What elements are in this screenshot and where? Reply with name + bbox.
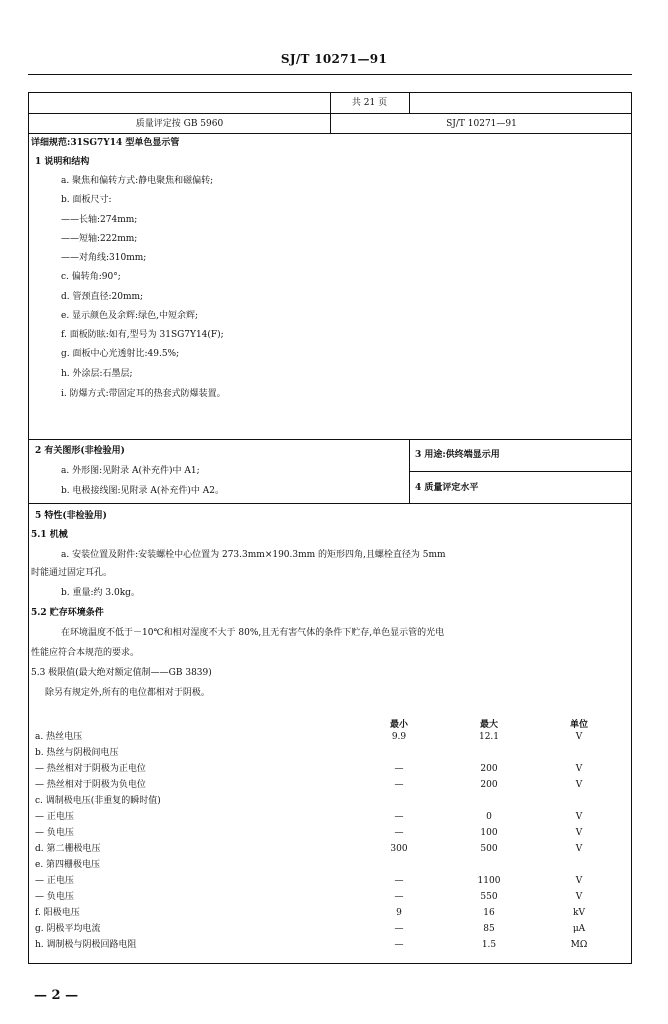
- table-cell-max: 12.1: [478, 732, 500, 742]
- list-item: h. 外涂层:石墨层;: [61, 369, 133, 379]
- standard-code: SJ/T 10271—91: [446, 119, 517, 129]
- table-row-label: — 热丝相对于阴极为负电位: [35, 780, 146, 790]
- list-item: a. 外形图:见附录 A(补充件)中 A1;: [61, 466, 200, 476]
- paragraph-line: 时能通过固定耳孔。: [31, 568, 113, 578]
- column-header-min: 最小: [389, 720, 408, 730]
- section-5-1-title: 5.1 机械: [31, 530, 68, 540]
- table-row-label: f. 阳极电压: [35, 908, 80, 918]
- table-cell-max: 200: [480, 780, 498, 790]
- table-cell-min: —: [394, 828, 404, 838]
- table-cell-unit: V: [575, 876, 583, 886]
- table-cell-max: 1.5: [481, 940, 497, 950]
- table-row-label: e. 第四栅极电压: [35, 860, 101, 870]
- column-header-max: 最大: [479, 720, 498, 730]
- paragraph-line: 在环境温度不低于－10℃和相对湿度不大于 80%,且无有害气体的条件下贮存,单色显示管的光电: [61, 628, 445, 638]
- table-row-label: h. 调制极与阴极回路电阻: [35, 940, 137, 950]
- table-cell-min: —: [394, 876, 404, 886]
- table-row-label: — 负电压: [35, 892, 74, 902]
- list-item: a. 聚焦和偏转方式:静电聚焦和磁偏转;: [61, 176, 214, 186]
- table-cell-unit: MΩ: [570, 940, 588, 950]
- header-rule: [28, 74, 632, 75]
- table-row-label: b. 热丝与阴极间电压: [35, 748, 119, 758]
- spec-table: [28, 92, 632, 964]
- page-total: 共 21 页: [351, 98, 388, 108]
- table-cell-unit: V: [575, 892, 583, 902]
- table-cell-min: —: [394, 892, 404, 902]
- table-row-label: — 正电压: [35, 876, 74, 886]
- section-5-title: 5 特性(非检验用): [35, 511, 107, 521]
- table-row-label: a. 热丝电压: [35, 732, 83, 742]
- table-cell-max: 0: [486, 812, 492, 822]
- table-cell-max: 500: [480, 844, 498, 854]
- table-cell-max: 550: [480, 892, 498, 902]
- table-cell-unit: V: [575, 844, 583, 854]
- table-cell-min: —: [394, 924, 404, 934]
- table-row-label: — 正电压: [35, 812, 74, 822]
- section-2-title: 2 有关图形(非检验用): [35, 446, 125, 456]
- table-cell-unit: μA: [572, 924, 586, 934]
- column-header-unit: 单位: [569, 720, 588, 730]
- list-item: ——短轴:222mm;: [61, 234, 138, 244]
- table-cell-max: 200: [480, 764, 498, 774]
- table-cell-min: 300: [390, 844, 408, 854]
- table-cell-unit: V: [575, 828, 583, 838]
- table-row-label: c. 调制极电压(非重复的瞬时值): [35, 796, 161, 806]
- table-cell-min: 9: [396, 908, 402, 918]
- list-item: e. 显示颜色及余辉:绿色,中短余辉;: [61, 311, 198, 321]
- section-1-title: 1 说明和结构: [35, 157, 90, 167]
- paragraph-line: a. 安装位置及附件:安装螺栓中心位置为 273.3mm×190.3mm 的矩形四角,且螺栓直径为 5mm: [61, 550, 446, 560]
- list-item: b. 面板尺寸:: [61, 195, 112, 205]
- list-item: ——对角线:310mm;: [61, 253, 147, 263]
- table-cell-min: —: [394, 812, 404, 822]
- paragraph-line: 除另有规定外,所有的电位都相对于阴极。: [45, 688, 210, 698]
- section-5-2-title: 5.2 贮存环境条件: [31, 608, 104, 618]
- standard-header: SJ/T 10271—91: [280, 52, 388, 66]
- section-5-3-title: 5.3 极限值(最大绝对额定值制——GB 3839): [31, 668, 212, 678]
- list-item: ——长轴:274mm;: [61, 215, 138, 225]
- table-cell-unit: V: [575, 812, 583, 822]
- table-cell-unit: V: [575, 764, 583, 774]
- table-cell-max: 100: [480, 828, 498, 838]
- table-row-label: d. 第二栅极电压: [35, 844, 101, 854]
- page-number: — 2 —: [34, 988, 79, 1003]
- table-cell-unit: V: [575, 732, 583, 742]
- list-item: i. 防爆方式:带固定耳的热套式防爆装置。: [61, 389, 226, 399]
- list-item: d. 管颈直径:20mm;: [61, 292, 144, 302]
- table-cell-min: —: [394, 780, 404, 790]
- table-cell-unit: kV: [573, 908, 585, 918]
- spec-title: 详细规范:31SG7Y14 型单色显示管: [31, 138, 180, 148]
- table-cell-max: 1100: [477, 876, 501, 886]
- table-row-label: — 负电压: [35, 828, 74, 838]
- table-cell-max: 16: [483, 908, 495, 918]
- section-4-quality-level: 4 质量评定水平: [415, 483, 479, 493]
- table-row-label: — 热丝相对于阴极为正电位: [35, 764, 146, 774]
- list-item: f. 面板防眩:如有,型号为 31SG7Y14(F);: [61, 330, 224, 340]
- list-item: c. 偏转角:90°;: [61, 272, 121, 282]
- table-cell-min: —: [394, 764, 404, 774]
- table-cell-min: —: [394, 940, 404, 950]
- table-cell-max: 85: [483, 924, 495, 934]
- section-3-usage: 3 用途:供终端显示用: [415, 450, 500, 460]
- quality-standard: 质量评定按 GB 5960: [135, 119, 224, 129]
- list-item: g. 面板中心光透射比:49.5%;: [61, 349, 180, 359]
- paragraph-line: b. 重量:约 3.0kg。: [61, 588, 140, 598]
- table-row-label: g. 阴极平均电流: [35, 924, 101, 934]
- table-cell-min: 9.9: [391, 732, 407, 742]
- list-item: b. 电极接线图:见附录 A(补充件)中 A2。: [61, 486, 224, 496]
- paragraph-line: 性能应符合本规范的要求。: [31, 648, 140, 658]
- table-cell-unit: V: [575, 780, 583, 790]
